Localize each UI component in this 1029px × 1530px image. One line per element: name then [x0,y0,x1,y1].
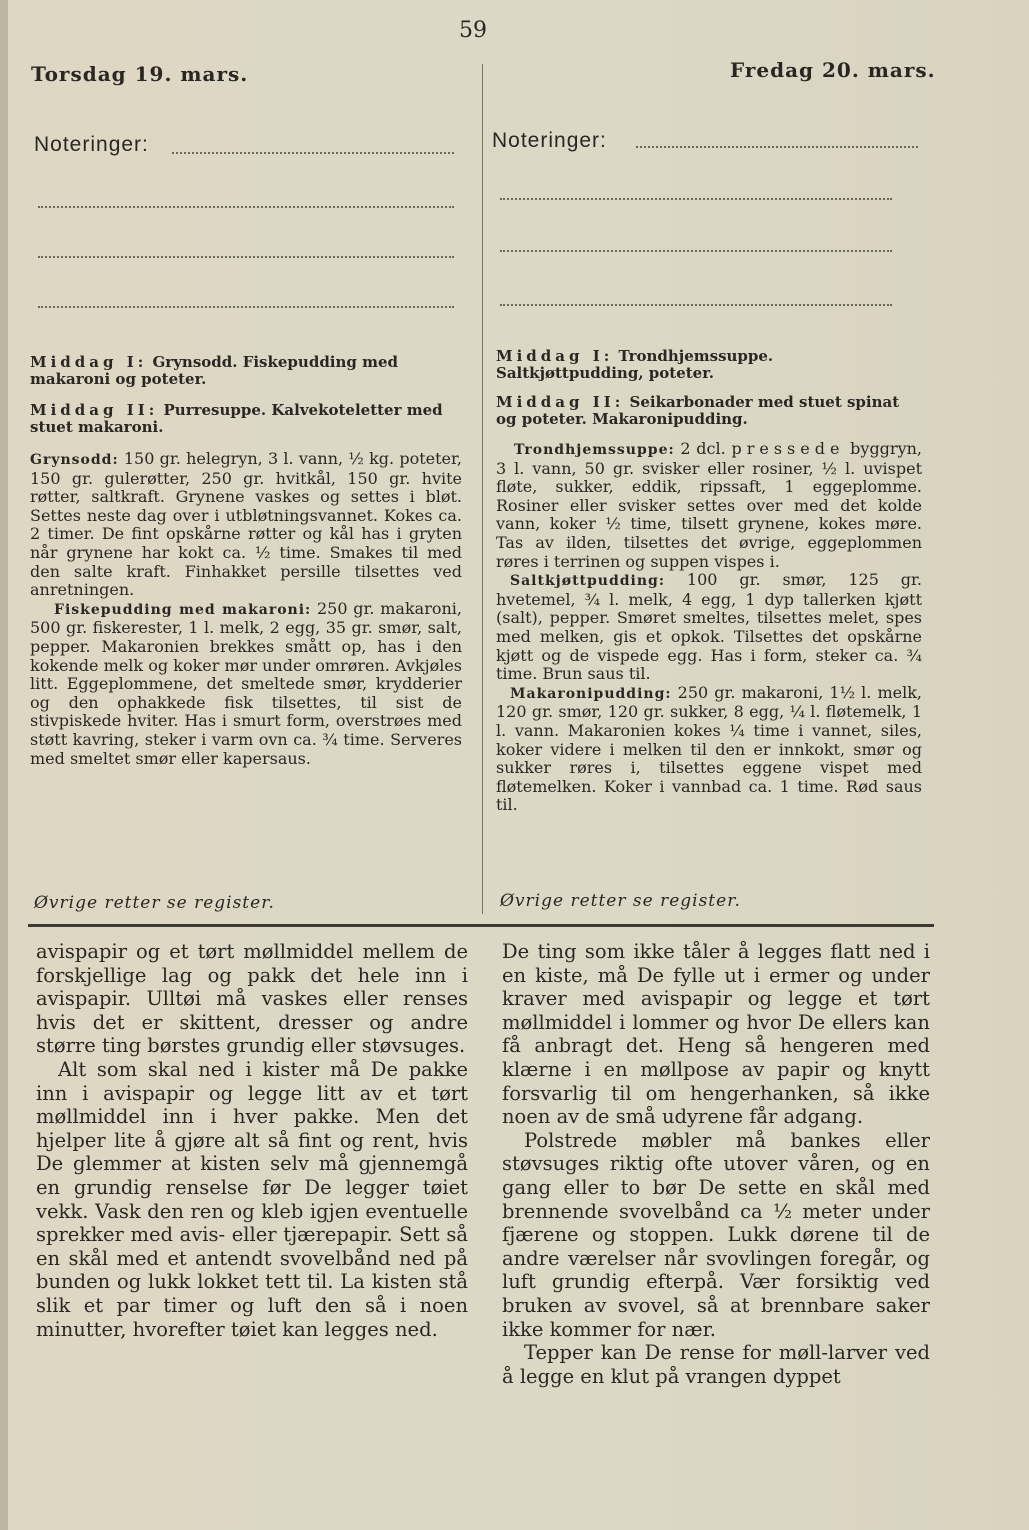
notes-dotline-right-3 [500,250,892,252]
notes-dotline-left-1 [172,152,454,154]
recipe-makaronipudding: Makaronipudding: 250 gr. makaroni, 1½ l. melk, 120 gr. smør, 120 gr. sukker, 8 egg, ¼ l. fløtemelk, 1 l. vann. Makaronien kokes ¼ time i vannet, siles, koker videre i melken til den er innkokt, smør og sukker røres i, tilsettes eggene vispet med fløtemelken. Koker i vannbad ca. 1 time. Rød saus til. [496,682,922,815]
article-right-column [502,940,930,1388]
notes-label-right: Noteringer: [492,129,607,152]
left-menu-1: Middag I: Grynsodd. Fiskepudding med makaroni og poteter. [30,353,399,388]
recipe-fiskepudding: Fiskepudding med makaroni: 250 gr. makaroni, 500 gr. fiskerester, 1 l. melk, 2 egg, 35 gr. smør, salt, pepper. Makaronien brekkes smått op, has i den kokende melk og koker mør under omrøren. Avkjøles litt. Eggeplommene, det smeltede smør, krydderier og den ophakkede fisk tilsettes, til sist de stivpiskede hviter. Has i smurt form, overstrøes med støtt kavring, steker i varm ovn ca. ¾ time. Serveres med smeltet smør eller kapersaus. [30,598,462,768]
article-right-paragraph-2: Polstrede møbler må bankes eller støvsuges riktig ofte utover våren, og en gang eller to bør De sette en skål med brennende svovelbånd ca ½ meter under fjærene og stoppen. Lukk dørene til de andre værelser når svovlingen foregår, og luft grundig efterpå. Vær forsiktig ved bruken av svovel, så at brennbare saker ikke kommer for nær. [502,1128,930,1341]
day-heading-thursday: Torsdag 19. mars. [31,62,249,86]
recipe-saltkjottpudding: Saltkjøttpudding: 100 gr. smør, 125 gr. hvetemel, ¾ l. melk, 4 egg, 1 dyp tallerken kjøtt (salt), pepper. Smøret smeltes, tilsettes melet, spes med melken, gis et opkok. Tilsettes det opskårne kjøtt og de vispede egg. Has i form, steker ca. ¾ time. Brun saus til. [496,570,922,684]
notes-dotline-left-4 [38,306,454,308]
notes-dotline-right-1 [636,146,918,148]
column-divider [482,64,483,914]
article-right-paragraph-3: Tepper kan De rense for møll-larver ved å legge en klut på vrangen dyppet [502,1341,930,1388]
notes-dotline-left-3 [38,256,454,258]
notes-label-left: Noteringer: [34,133,149,156]
left-recipes [30,354,462,768]
article-left-paragraph-2: Alt som skal ned i kister må De pakke inn i avispapir og legge litt av et tørt møllmiddel inn i hver pakke. Men det hjelper lite å gjøre alt så fint og rent, hvis De glemmer at kisten selv må gjennemgå en grundig renselse før De legger tøiet vekk. Vask den ren og kleb igjen eventuelle sprekker med avis- eller tjærepapir. Sett så en skål med et antendt svovelbånd ned på bunden og lukk lokket tett til. La kisten stå slik et par timer og luft den så i noen minutter, hvorefter tøiet kan legges ned. [36,1057,468,1341]
left-menu-2: Middag II: Purresuppe. Kalvekoteletter med stuet makaroni. [30,401,443,436]
right-menu-2: Middag II: Seikarbonader med stuet spinat og poteter. Makaronipudding. [496,393,900,428]
notes-dotline-right-2 [500,198,892,200]
other-dishes-left: Øvrige retter se register. [34,893,275,913]
article-right-paragraph-1: De ting som ikke tåler å legges flatt ned i en kiste, må De fylle ut i ermer og under kraver med avispapir og legge et tørt møllmiddel i lommer og hvor De ellers kan få anbragt det. Heng så hengeren med klærne i en møllpose av papir og knytt forsvarlig til om hengerhanken, så ikke noen av de små udyrene får adgang. [502,940,930,1129]
article-left-column [36,940,468,1341]
recipe-trondhjemssuppe: Trondhjemssuppe: 2 dcl. pressede byggryn, 3 l. vann, 50 gr. svisker eller rosiner, ½ l. uvispet fløte, sukker, eddik, ripssaft, 1 eggeplomme. Rosiner eller svisker settes over med det kolde vann, koker ½ time, tilsett grynene, kokes møre. Tas av ilden, tilsettes det øvrige, eggeplommen røres i terrinen og suppen vispes i. [496,439,922,571]
article-left-paragraph-1: avispapir og et tørt møllmiddel mellem de forskjellige lag og pakk det hele inn i avispapir. Ulltøi må vaskes eller renses hvis det er skittent, dresser og andre større ting børstes grundig eller støvsuges. [36,940,468,1058]
recipe-grynsodd: Grynsodd: 150 gr. helegryn, 3 l. vann, ½ kg. poteter, 150 gr. gulerøtter, 250 gr. hvitkål, 150 gr. hvite røtter, saltkraft. Grynene vaskes og settes i bløt. Settes neste dag over i utbløtningsvannet. Kokes ca. 2 timer. De fint opskårne røtter og kål has i gryten når grynene har kokt ca. ½ time. Smakes til med den salte kraft. Finhakket persille tilsettes ved anretningen. [30,449,462,600]
right-recipes [496,348,922,815]
other-dishes-right: Øvrige retter se register. [500,891,741,911]
right-menu-1: Middag I: Trondhjemssuppe. Saltkjøttpudding, poteter. [496,347,774,382]
page-binding-edge [0,0,8,1530]
notes-dotline-right-4 [500,304,892,306]
notes-dotline-left-2 [38,206,454,208]
day-heading-friday: Fredag 20. mars. [730,58,936,82]
section-divider [28,924,934,927]
page-number: 59 [459,18,487,43]
